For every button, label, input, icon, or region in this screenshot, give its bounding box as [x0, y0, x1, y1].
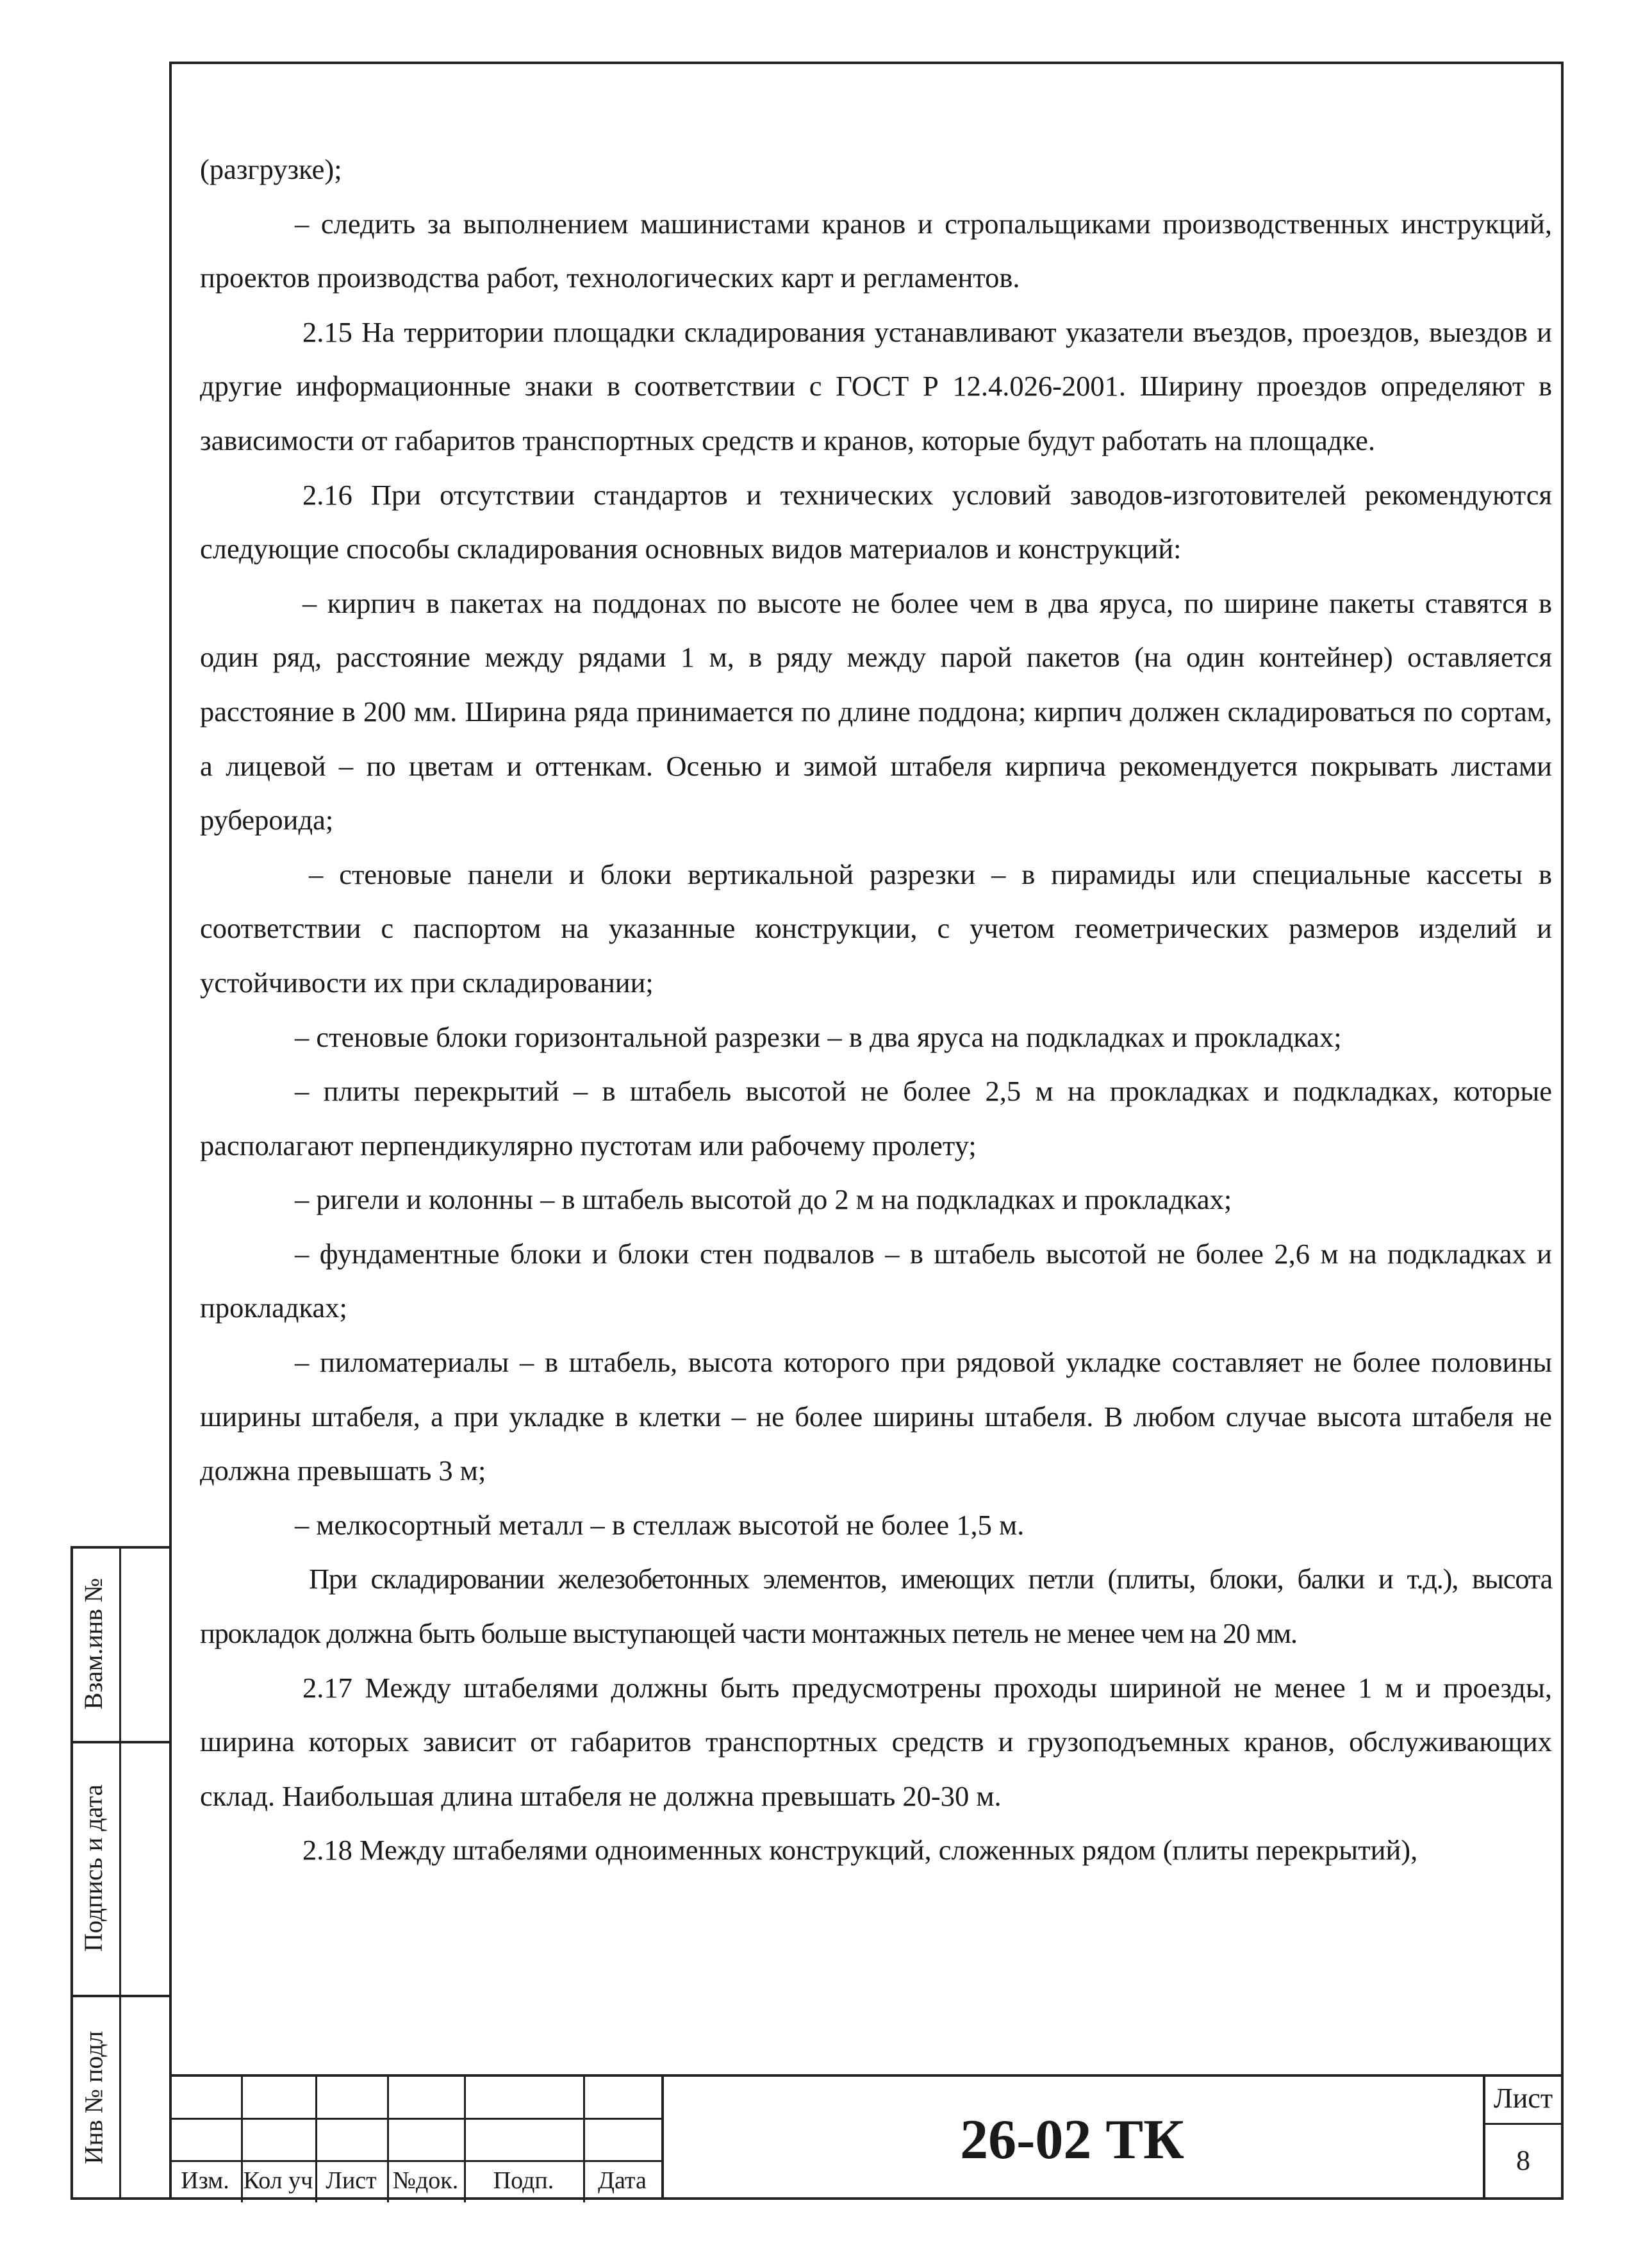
side-label-vzam-inv: Взам.инв № — [79, 1577, 108, 1709]
sheet-label: Лист — [1483, 2082, 1564, 2125]
paragraph: – пиломатериалы – в штабель, высота которого при рядовой укладке составляет не более половины ширины штабеля, а при укладке в клетки – не более ширины штабеля. В любом случае высота штабеля не должна превышать 3 м; — [200, 1346, 1552, 1487]
header-data: Дата — [598, 2167, 647, 2194]
paragraph: – следить за выполнением машинистами кранов и стропальщиками производственных инструкций, проектов производства работ, технологических карт и регламентов. — [200, 207, 1552, 294]
paragraph: (разгрузке); — [200, 153, 342, 185]
paragraph: – фундаментные блоки и блоки стен подвалов – в штабель высотой не более 2,6 м на подкладках и прокладках; — [200, 1237, 1552, 1324]
paragraph: 2.15 На территории площадки складирования устанавливают указатели въездов, проездов, выездов и другие информационные знаки в соответствии с ГОСТ Р 12.4.026-2001. Ширину проездов определяют в зависимости от габаритов транспортных средств и кранов, которые будут работать на площадке. — [200, 315, 1552, 456]
document-code: 26-02 ТК — [960, 2108, 1184, 2171]
title-block — [169, 2074, 1564, 2200]
paragraph: – стеновые панели и блоки вертикальной разрезки – в пирамиды или специальные кассеты в соответствии с паспортом на указанные конструкции, с учетом геометрических размеров изделий и устойчивости их при складировании; — [200, 858, 1552, 999]
paragraph: – мелкосортный металл – в стеллаж высотой не более 1,5 м. — [295, 1508, 1025, 1541]
side-label-podpis-data: Подпись и дата — [79, 1784, 108, 1952]
document-body — [200, 142, 1552, 1877]
header-podp: Подп. — [493, 2167, 554, 2194]
paragraph: – кирпич в пакетах на поддонах по высоте не более чем в два яруса, по ширине пакеты ставятся в один ряд, расстояние между рядами 1 м, в ряду между парой пакетов (на один контейнер) оставляется расстояние в 200 мм. Ширина ряда принимается по длине поддона; кирпич должен складироваться по сортам, а лицевой – по цветам и оттенкам. Осенью и зимой штабеля кирпича рекомендуется покрывать листами рубероида; — [200, 586, 1552, 836]
paragraph: 2.16 При отсутствии стандартов и технических условий заводов-изготовителей рекомендуются следующие способы складирования основных видов материалов и конструкций: — [200, 478, 1552, 565]
paragraph: – плиты перекрытий – в штабель высотой не более 2,5 м на прокладках и подкладках, которые располагают перпендикулярно пустотам или рабочему пролету; — [200, 1075, 1552, 1161]
header-izm: Изм. — [181, 2167, 229, 2194]
sheet-number: 8 — [1516, 2144, 1530, 2176]
header-ndok: №док. — [392, 2167, 459, 2194]
paragraph: 2.17 Между штабелями должны быть предусмотрены проходы шириной не менее 1 м и проезды, ширина которых зависит от габаритов транспортных средств и грузоподъемных кранов, обслуживающих склад. Наибольшая длина штабеля не должна превышать 20-30 м. — [200, 1671, 1552, 1812]
side-label-inv-podl: Инв № подл — [79, 2031, 108, 2164]
revision-table — [169, 2077, 661, 2202]
header-list: Лист — [326, 2167, 377, 2194]
paragraph: – ригели и колонны – в штабель высотой до 2 м на подкладках и прокладках; — [295, 1183, 1232, 1216]
paragraph: 2.18 Между штабелями одноименных конструкций, сложенных рядом (плиты перекрытий), — [302, 1834, 1418, 1867]
paragraph: При складировании железобетонных элементов, имеющих петли (плиты, блоки, балки и т.д.), высота прокладок должна быть больше выступающей части монтажных петель не менее чем на 20 мм. — [200, 1563, 1552, 1650]
paragraph: – стеновые блоки горизонтальной разрезки – в два яруса на подкладках и прокладках; — [295, 1020, 1342, 1053]
header-kol-uch: Кол уч — [243, 2167, 313, 2194]
